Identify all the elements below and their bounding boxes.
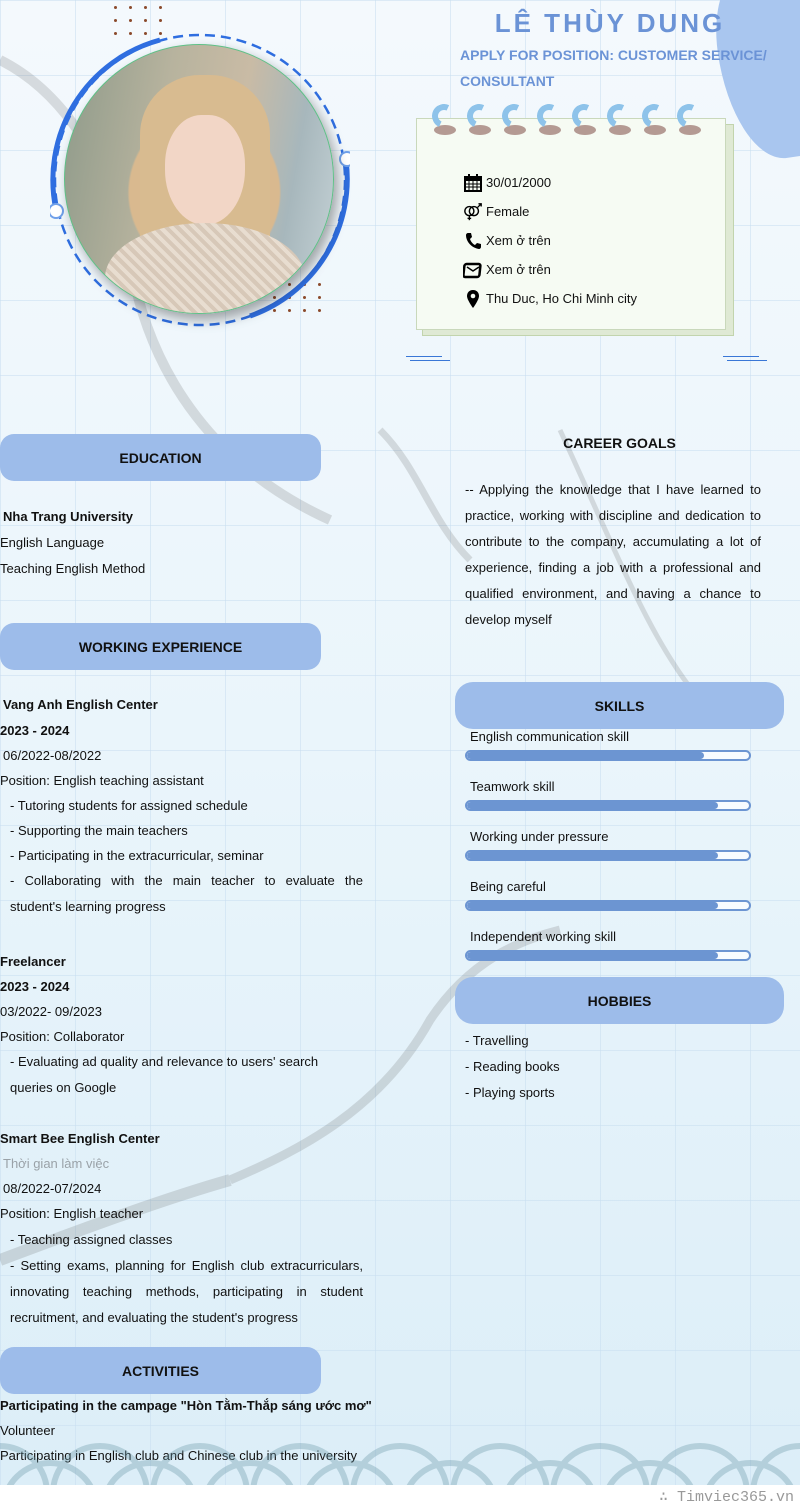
job-period: 08/2022-07/2024 <box>3 1181 102 1196</box>
info-email <box>460 255 637 284</box>
activity-name: Participating in the campage "Hòn Tằm-Thắp sáng ước mơ" <box>0 1398 372 1413</box>
gender-value: Female <box>486 204 530 219</box>
activity-role: Volunteer <box>0 1423 55 1438</box>
watermark: ∴ Timviec365.vn <box>658 1489 794 1506</box>
skill-label: English communication skill <box>470 729 629 744</box>
job-task: - Tutoring students for assigned schedule <box>10 798 248 813</box>
skill-item <box>465 878 755 911</box>
personal-info-list <box>460 168 637 313</box>
skill-item <box>465 778 755 811</box>
phone-icon <box>460 230 486 252</box>
skill-label: Working under pressure <box>470 829 609 844</box>
job-position: Position: English teaching assistant <box>0 773 204 788</box>
major: English Language <box>0 535 105 550</box>
hobbies-header: HOBBIES <box>455 977 784 1024</box>
job-entry <box>0 692 363 920</box>
experience-header: WORKING EXPERIENCE <box>0 623 321 670</box>
skills-header: SKILLS <box>455 682 784 729</box>
job-entry <box>0 1126 363 1331</box>
career-goals-header: CAREER GOALS <box>563 435 676 451</box>
hobby-item: - Reading books <box>465 1059 560 1074</box>
phone-value: Xem ở trên <box>486 233 551 248</box>
job-company: Smart Bee English Center <box>0 1131 160 1146</box>
job-position: Position: English teacher <box>0 1206 144 1221</box>
skill-label: Independent working skill <box>470 929 616 944</box>
skill-bar <box>465 800 751 811</box>
applied-position: APPLY FOR POSITION: CUSTOMER SERVICE/ CONSULTANT <box>460 47 767 89</box>
info-address <box>460 284 637 313</box>
school-name: Nha Trang University <box>3 509 134 524</box>
info-birthday <box>460 168 637 197</box>
hobby-item: - Travelling <box>465 1033 529 1048</box>
address-value: Thu Duc, Ho Chi Minh city <box>486 291 637 306</box>
career-goals-text: -- Applying the knowledge that I have learned to practice, working with discipline and dedication to contribute to the company, accumulating a lot of experience, finding a job with a professional and qualified environment, and having a chance to develop myself <box>465 482 761 627</box>
education-section <box>0 504 380 582</box>
skill-item <box>465 728 755 761</box>
job-task: - Setting exams, planning for English club extracurriculars, innovating teaching methods, participating in student recruitment, and evaluating the student's progress <box>10 1258 363 1325</box>
job-years: 2023 - 2024 <box>0 723 70 738</box>
decorative-lines <box>723 356 763 364</box>
job-task: - Collaborating with the main teacher to evaluate the student's learning progress <box>10 873 363 914</box>
avatar <box>64 44 334 314</box>
job-entry <box>0 949 363 1101</box>
info-gender <box>460 197 637 226</box>
activity-detail: Participating in English club and Chinese club in the university <box>0 1448 357 1463</box>
calendar-icon <box>460 172 486 194</box>
job-years: Thời gian làm việc <box>3 1156 110 1171</box>
education-detail: Teaching English Method <box>0 561 146 576</box>
job-task: - Supporting the main teachers <box>10 823 188 838</box>
activities-header: ACTIVITIES <box>0 1347 321 1394</box>
notepad-spiral-binding <box>430 104 702 138</box>
candidate-name: LÊ THÙY DUNG <box>494 8 726 38</box>
job-company: Vang Anh English Center <box>3 697 158 712</box>
skill-item <box>465 828 755 861</box>
wave-pattern <box>0 1435 800 1485</box>
job-company: Freelancer <box>0 954 66 969</box>
skill-bar <box>465 900 751 911</box>
avatar-frame <box>50 30 350 330</box>
job-task: - Teaching assigned classes <box>10 1232 173 1247</box>
skill-label: Teamwork skill <box>470 779 555 794</box>
location-icon <box>460 288 486 310</box>
job-position: Position: Collaborator <box>0 1029 125 1044</box>
gender-icon <box>460 201 486 223</box>
skill-bar <box>465 850 751 861</box>
job-period: 06/2022-08/2022 <box>3 748 102 763</box>
skill-label: Being careful <box>470 879 546 894</box>
info-phone <box>460 226 637 255</box>
email-value: Xem ở trên <box>486 262 551 277</box>
decorative-lines <box>406 356 446 364</box>
job-task: - Evaluating ad quality and relevance to users' search queries on Google <box>10 1054 319 1095</box>
job-period: 03/2022- 09/2023 <box>0 1004 102 1019</box>
education-header: EDUCATION <box>0 434 321 481</box>
skill-bar <box>465 950 751 961</box>
hobbies-list <box>465 1028 765 1106</box>
skill-bar <box>465 750 751 761</box>
skill-item <box>465 928 755 961</box>
birthday-value: 30/01/2000 <box>486 175 552 190</box>
email-icon <box>460 259 486 281</box>
hobby-item: - Playing sports <box>465 1085 555 1100</box>
job-years: 2023 - 2024 <box>0 979 70 994</box>
job-task: - Participating in the extracurricular, seminar <box>10 848 264 863</box>
